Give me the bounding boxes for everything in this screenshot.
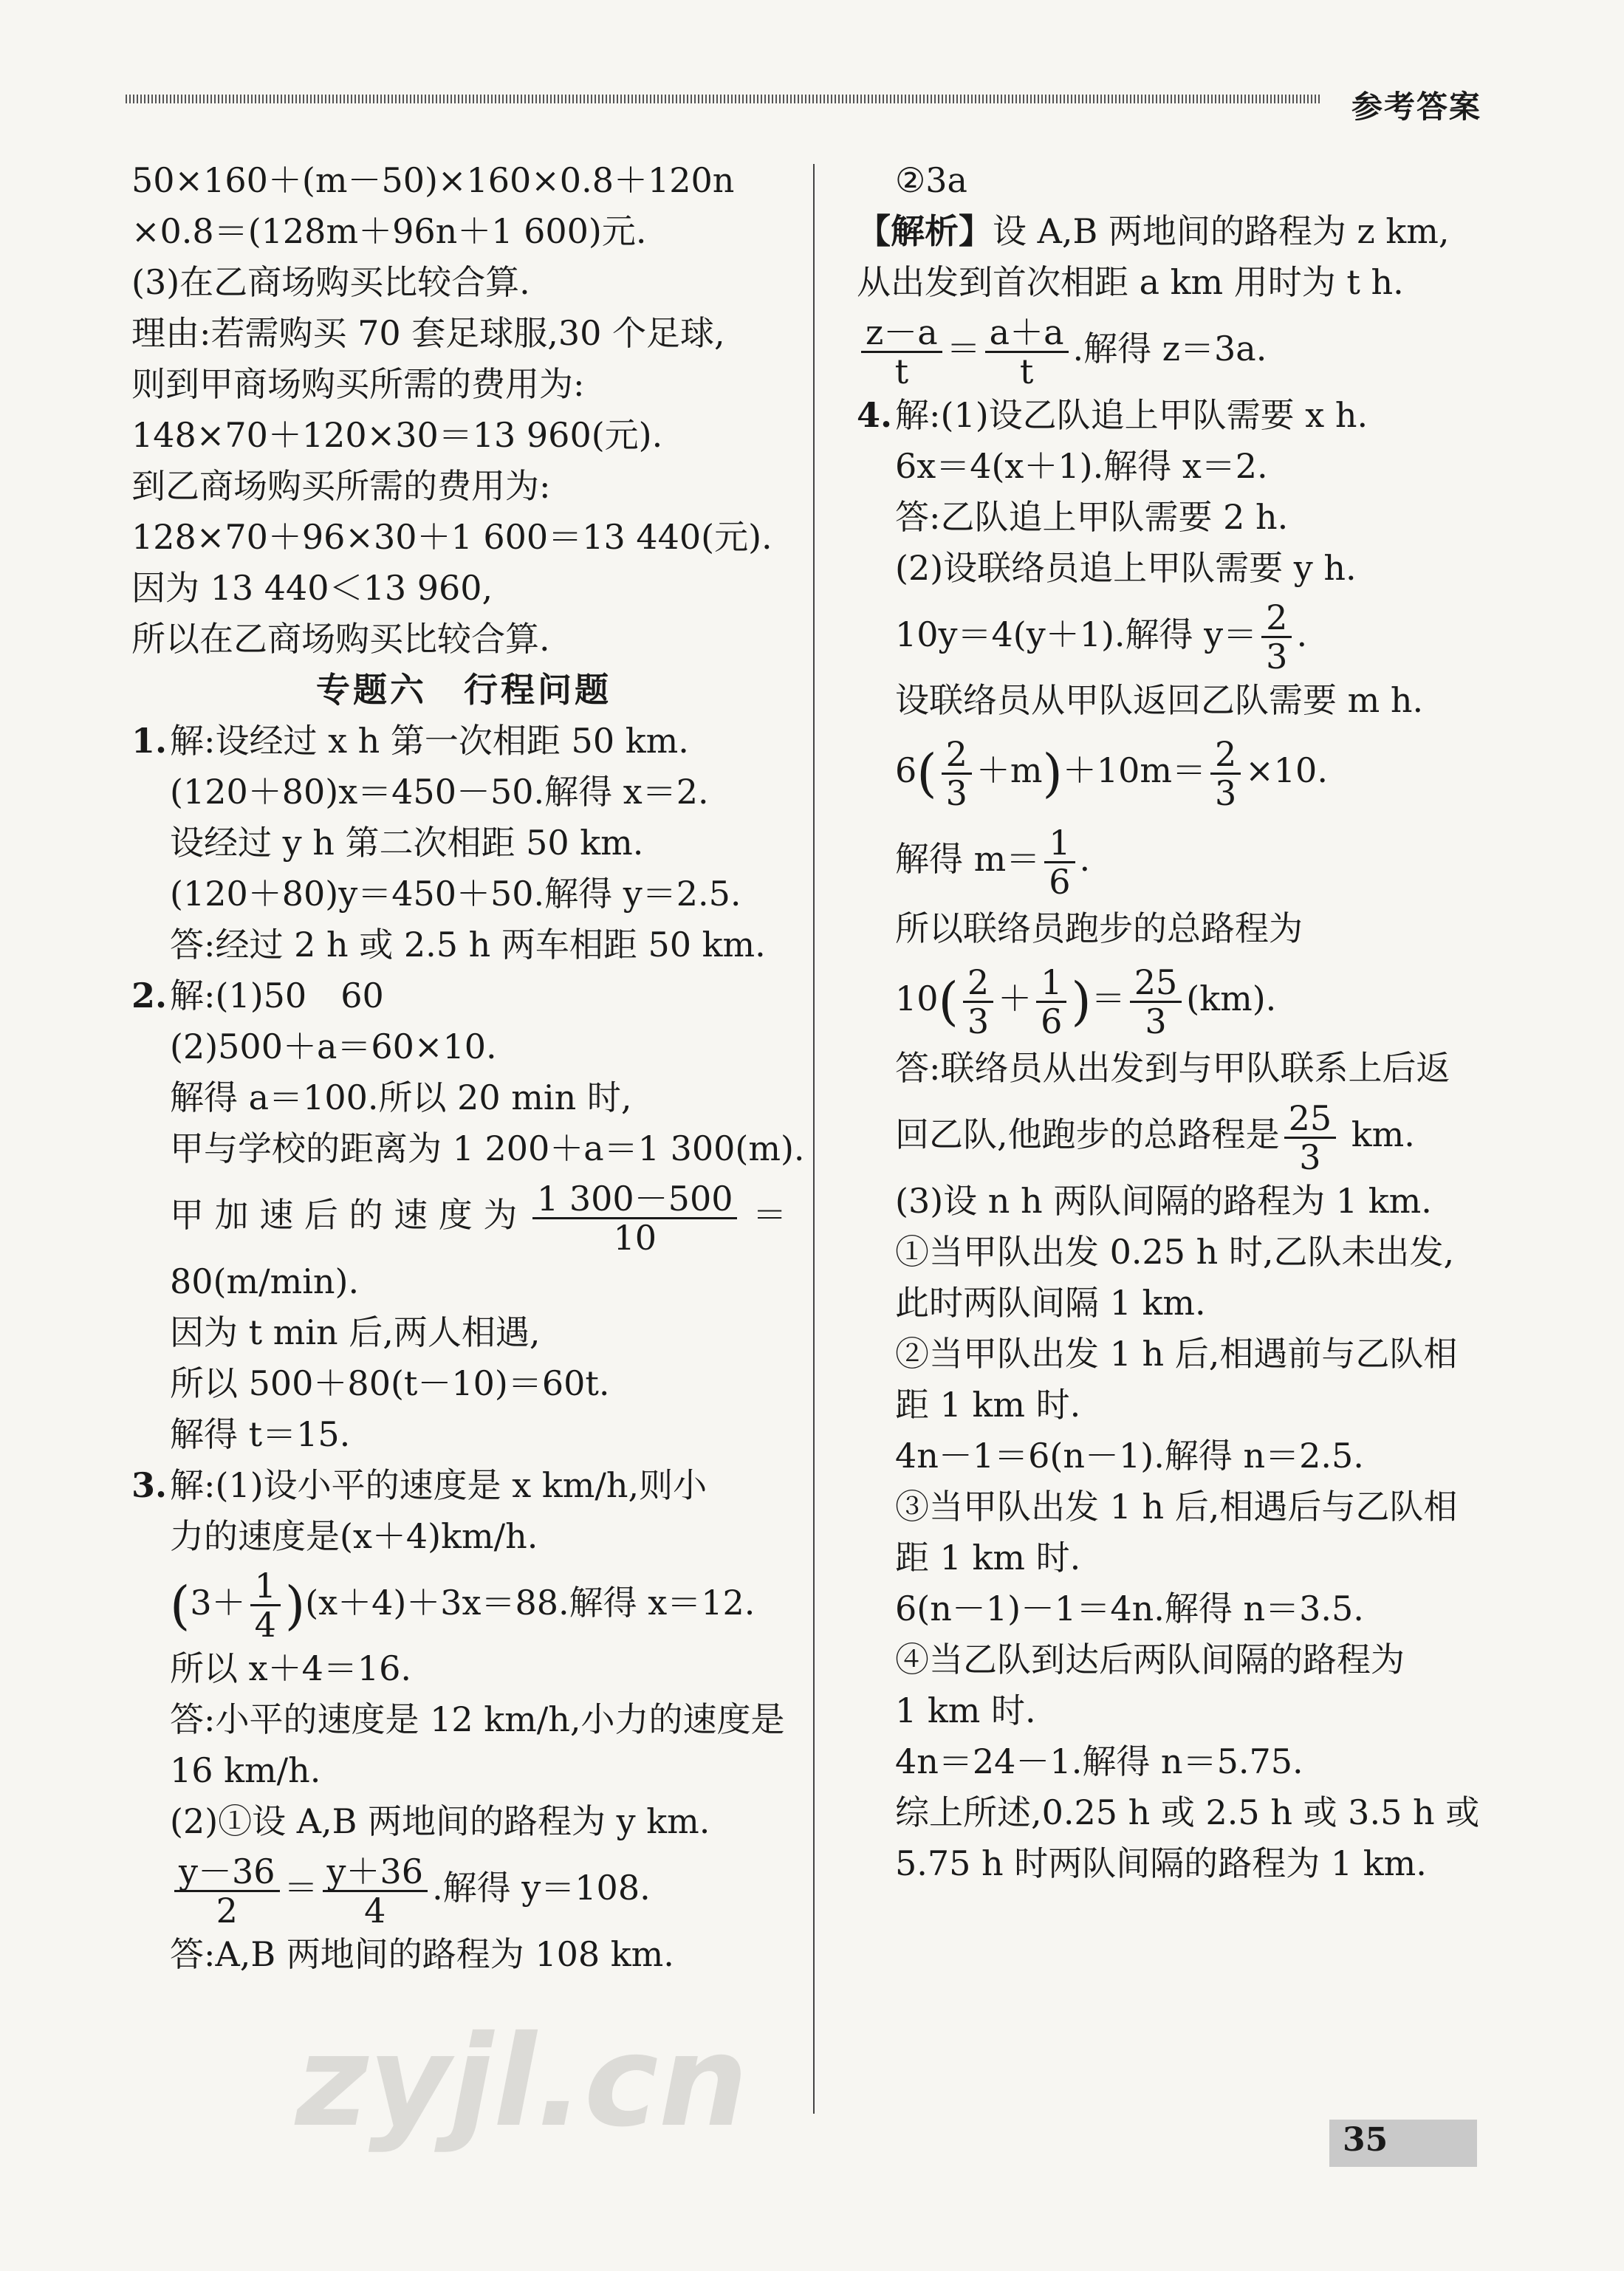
fraction: [1130, 964, 1182, 1040]
text-segment: ＝: [1091, 979, 1126, 1018]
text-line: 16 km/h.: [170, 1750, 321, 1790]
text-segment: .: [1079, 839, 1091, 879]
denominator: 3: [967, 1001, 990, 1041]
text-line: 距 1 km 时.: [895, 1537, 1081, 1578]
text-line: 答:小平的速度是 12 km/h,小力的速度是: [170, 1699, 785, 1739]
text-line: 甲与学校的距离为 1 200＋a＝1 300(m).: [170, 1128, 805, 1168]
numerator: a＋a: [985, 314, 1069, 353]
text-line: 所以 500＋80(t－10)＝60t.: [170, 1363, 610, 1403]
fraction-line: [857, 954, 1507, 1043]
paren: ): [1071, 971, 1092, 1032]
denominator: t: [894, 351, 909, 391]
text-line: ×0.8＝(128m＋96n＋1 600)元.: [131, 211, 647, 251]
fraction: [1261, 599, 1292, 675]
text-line: 4n－1＝6(n－1).解得 n＝2.5.: [895, 1435, 1364, 1476]
text-segment: ＋: [998, 979, 1032, 1018]
text-segment: .: [1296, 614, 1308, 654]
fraction: [174, 1853, 280, 1929]
numerator: z－a: [861, 314, 942, 353]
answer-text: 解:(1)设小平的速度是 x km/h,则小: [170, 1465, 707, 1505]
paren: ): [1042, 743, 1063, 804]
paren: (: [938, 971, 959, 1032]
fraction-line: [131, 1847, 796, 1929]
paren: (: [170, 1575, 191, 1636]
text-line: 5.75 h 时两队间隔的路程为 1 km.: [895, 1843, 1427, 1883]
text-line: ③当甲队出发 1 h 后,相遇后与乙队相: [895, 1486, 1458, 1527]
text-line: 6(n－1)－1＝4n.解得 n＝3.5.: [895, 1588, 1364, 1628]
denominator: 6: [1049, 861, 1071, 902]
text-line: 148×70＋120×30＝13 960(元).: [131, 415, 663, 455]
text-segment: 回乙队,他跑步的总路程是: [895, 1114, 1280, 1154]
fraction: [1210, 733, 1241, 813]
text-line: 设经过 y h 第二次相距 50 km.: [170, 823, 644, 863]
text-line: (3)设 n h 两队间隔的路程为 1 km.: [895, 1180, 1432, 1221]
denominator: 3: [945, 773, 967, 813]
text-line: 从出发到首次相距 a km 用时为 t h.: [857, 262, 1404, 302]
text-line: ②3a: [895, 160, 967, 200]
denominator: 3: [1145, 1001, 1167, 1041]
page-header-title: 参考答案: [1351, 89, 1482, 125]
text-line: 4n＝24－1.解得 n＝5.75.: [895, 1741, 1303, 1781]
fraction: [942, 733, 972, 813]
numerator: 1: [250, 1567, 281, 1606]
text-line: 80(m/min).: [170, 1261, 360, 1301]
text-line: 答:乙队追上甲队需要 2 h.: [895, 496, 1289, 537]
fraction-line: [857, 594, 1507, 676]
text-segment: ＝: [946, 329, 981, 369]
section-heading: 专题六 行程问题: [316, 670, 611, 710]
paren: ): [284, 1575, 306, 1636]
text-line: 答:经过 2 h 或 2.5 h 两车相距 50 km.: [170, 925, 766, 965]
text-segment: 甲 加 速 后 的 速 度 为: [170, 1195, 518, 1235]
numerator: 1: [1036, 964, 1066, 1003]
fraction-line: [857, 815, 1507, 903]
denominator: 2: [216, 1890, 238, 1931]
text-segment: 6: [895, 750, 917, 790]
denominator: 4: [364, 1890, 386, 1931]
text-segment: km.: [1340, 1114, 1415, 1154]
analysis-line: [857, 206, 1507, 257]
text-segment: ＝: [753, 1195, 787, 1235]
numerator: 2: [1210, 736, 1241, 775]
text-segment: (x＋4)＋3x＝88.解得 x＝12.: [305, 1582, 756, 1623]
text-line: ②当甲队出发 1 h 后,相遇前与乙队相: [895, 1333, 1458, 1374]
text-line: 此时两队间隔 1 km.: [895, 1282, 1206, 1323]
question-1: [131, 716, 796, 767]
fraction-line: [131, 1174, 796, 1256]
fraction: [250, 1567, 281, 1643]
fraction-line: [857, 1094, 1507, 1176]
text-segment: 3＋: [190, 1582, 246, 1623]
text-line: 解得 a＝100.所以 20 min 时,: [170, 1078, 632, 1117]
numerator: y＋36: [323, 1853, 428, 1892]
text-line: 解得 t＝15.: [170, 1414, 351, 1454]
denominator: 6: [1041, 1001, 1063, 1041]
text-line: 50×160＋(m－50)×160×0.8＋120n: [131, 160, 735, 200]
left-column: [131, 155, 805, 1980]
text-line: 所以联络员跑步的总路程为: [895, 908, 1303, 948]
paren: (: [917, 743, 937, 804]
fraction: [323, 1853, 428, 1929]
watermark: zyjl.cn: [295, 2009, 748, 2155]
fraction: [1036, 964, 1066, 1040]
fraction: [1284, 1097, 1337, 1177]
text-line: (2)设联络员追上甲队需要 y h.: [895, 547, 1357, 588]
fraction-line: [857, 308, 1507, 390]
text-line: 因为 13 440＜13 960,: [131, 568, 493, 608]
text-line: 所以 x＋4＝16.: [170, 1648, 411, 1688]
fraction: [1044, 824, 1075, 900]
text-line: (120＋80)x＝450－50.解得 x＝2.: [170, 772, 709, 812]
question-number: 4.: [857, 394, 893, 435]
denominator: 10: [613, 1217, 657, 1258]
text-segment: 设 A,B 两地间的路程为 z km,: [993, 211, 1450, 251]
numerator: 25: [1284, 1100, 1337, 1139]
text-segment: ＋10m＝: [1062, 750, 1206, 790]
fraction: [985, 314, 1069, 390]
fraction: [532, 1180, 738, 1256]
answer-text: 解:设经过 x h 第一次相距 50 km.: [170, 721, 689, 761]
question-number: 2.: [131, 976, 168, 1015]
numerator: 1 300－500: [532, 1180, 738, 1219]
text-line: 力的速度是(x＋4)km/h.: [170, 1515, 538, 1556]
text-line: 距 1 km 时.: [895, 1384, 1081, 1425]
answer-text: 解:(1)设乙队追上甲队需要 x h.: [895, 394, 1368, 435]
text-line: 理由:若需购买 70 套足球服,30 个足球,: [131, 313, 725, 353]
text-line: (3)在乙商场购买比较合算.: [131, 262, 530, 302]
text-segment: .解得 z＝3a.: [1072, 329, 1267, 369]
answer-text: 解:(1)50 60: [170, 976, 384, 1015]
text-line: (2)500＋a＝60×10.: [170, 1027, 497, 1066]
question-3: [131, 1460, 796, 1511]
text-line: 答:联络员从出发到与甲队联系上后返: [895, 1048, 1450, 1088]
text-line: 综上所述,0.25 h 或 2.5 h 或 3.5 h 或: [895, 1792, 1480, 1832]
fraction: [963, 964, 993, 1040]
text-segment: ×10.: [1245, 750, 1328, 790]
denominator: 3: [1214, 773, 1237, 813]
numerator: 2: [963, 964, 993, 1003]
question-2: [131, 970, 796, 1021]
question-number: 3.: [131, 1465, 168, 1505]
question-4: [857, 390, 1507, 441]
denominator: t: [1019, 351, 1034, 391]
page-number: 35: [1343, 2121, 1388, 2159]
text-line: 到乙商场购买所需的费用为:: [131, 466, 551, 506]
text-line: 所以在乙商场购买比较合算.: [131, 619, 550, 659]
numerator: y－36: [174, 1853, 280, 1892]
text-line: 设联络员从甲队返回乙队需要 m h.: [895, 680, 1424, 720]
numerator: 2: [1261, 599, 1292, 638]
text-line: (120＋80)y＝450＋50.解得 y＝2.5.: [170, 874, 741, 914]
text-line: 因为 t min 后,两人相遇,: [170, 1312, 541, 1352]
header-rule: [126, 95, 1322, 103]
text-line: (2)①设 A,B 两地间的路程为 y km.: [170, 1801, 710, 1841]
text-line: ④当乙队到达后两队间隔的路程为: [895, 1639, 1405, 1679]
text-line: ①当甲队出发 0.25 h 时,乙队未出发,: [895, 1231, 1455, 1272]
text-line: 128×70＋96×30＋1 600＝13 440(元).: [131, 517, 772, 557]
question-number: 1.: [131, 721, 168, 761]
text-segment: 10: [895, 979, 939, 1018]
fraction: [861, 314, 942, 390]
numerator: 1: [1044, 824, 1075, 863]
analysis-tag: 【解析】: [857, 211, 993, 251]
text-segment: 10y＝4(y＋1).解得 y＝: [895, 614, 1258, 654]
denominator: 3: [1299, 1137, 1321, 1177]
numerator: 25: [1130, 964, 1182, 1003]
fraction-line: [131, 1562, 796, 1644]
text-line: 6x＝4(x＋1).解得 x＝2.: [895, 445, 1268, 486]
text-segment: 解得 m＝: [895, 839, 1041, 879]
text-line: 答:A,B 两地间的路程为 108 km.: [170, 1933, 674, 1974]
text-segment: (km).: [1186, 979, 1277, 1018]
text-segment: ＋m: [976, 750, 1043, 790]
text-segment: .解得 y＝108.: [432, 1868, 651, 1908]
text-line: 1 km 时.: [895, 1690, 1036, 1730]
numerator: 2: [942, 736, 972, 775]
denominator: 3: [1266, 637, 1288, 676]
fraction-line: [857, 726, 1507, 815]
right-column: [857, 155, 1507, 1889]
column-divider: [813, 164, 815, 2114]
denominator: 4: [254, 1605, 276, 1645]
text-segment: ＝: [284, 1868, 318, 1908]
text-line: 则到甲商场购买所需的费用为:: [131, 364, 585, 404]
